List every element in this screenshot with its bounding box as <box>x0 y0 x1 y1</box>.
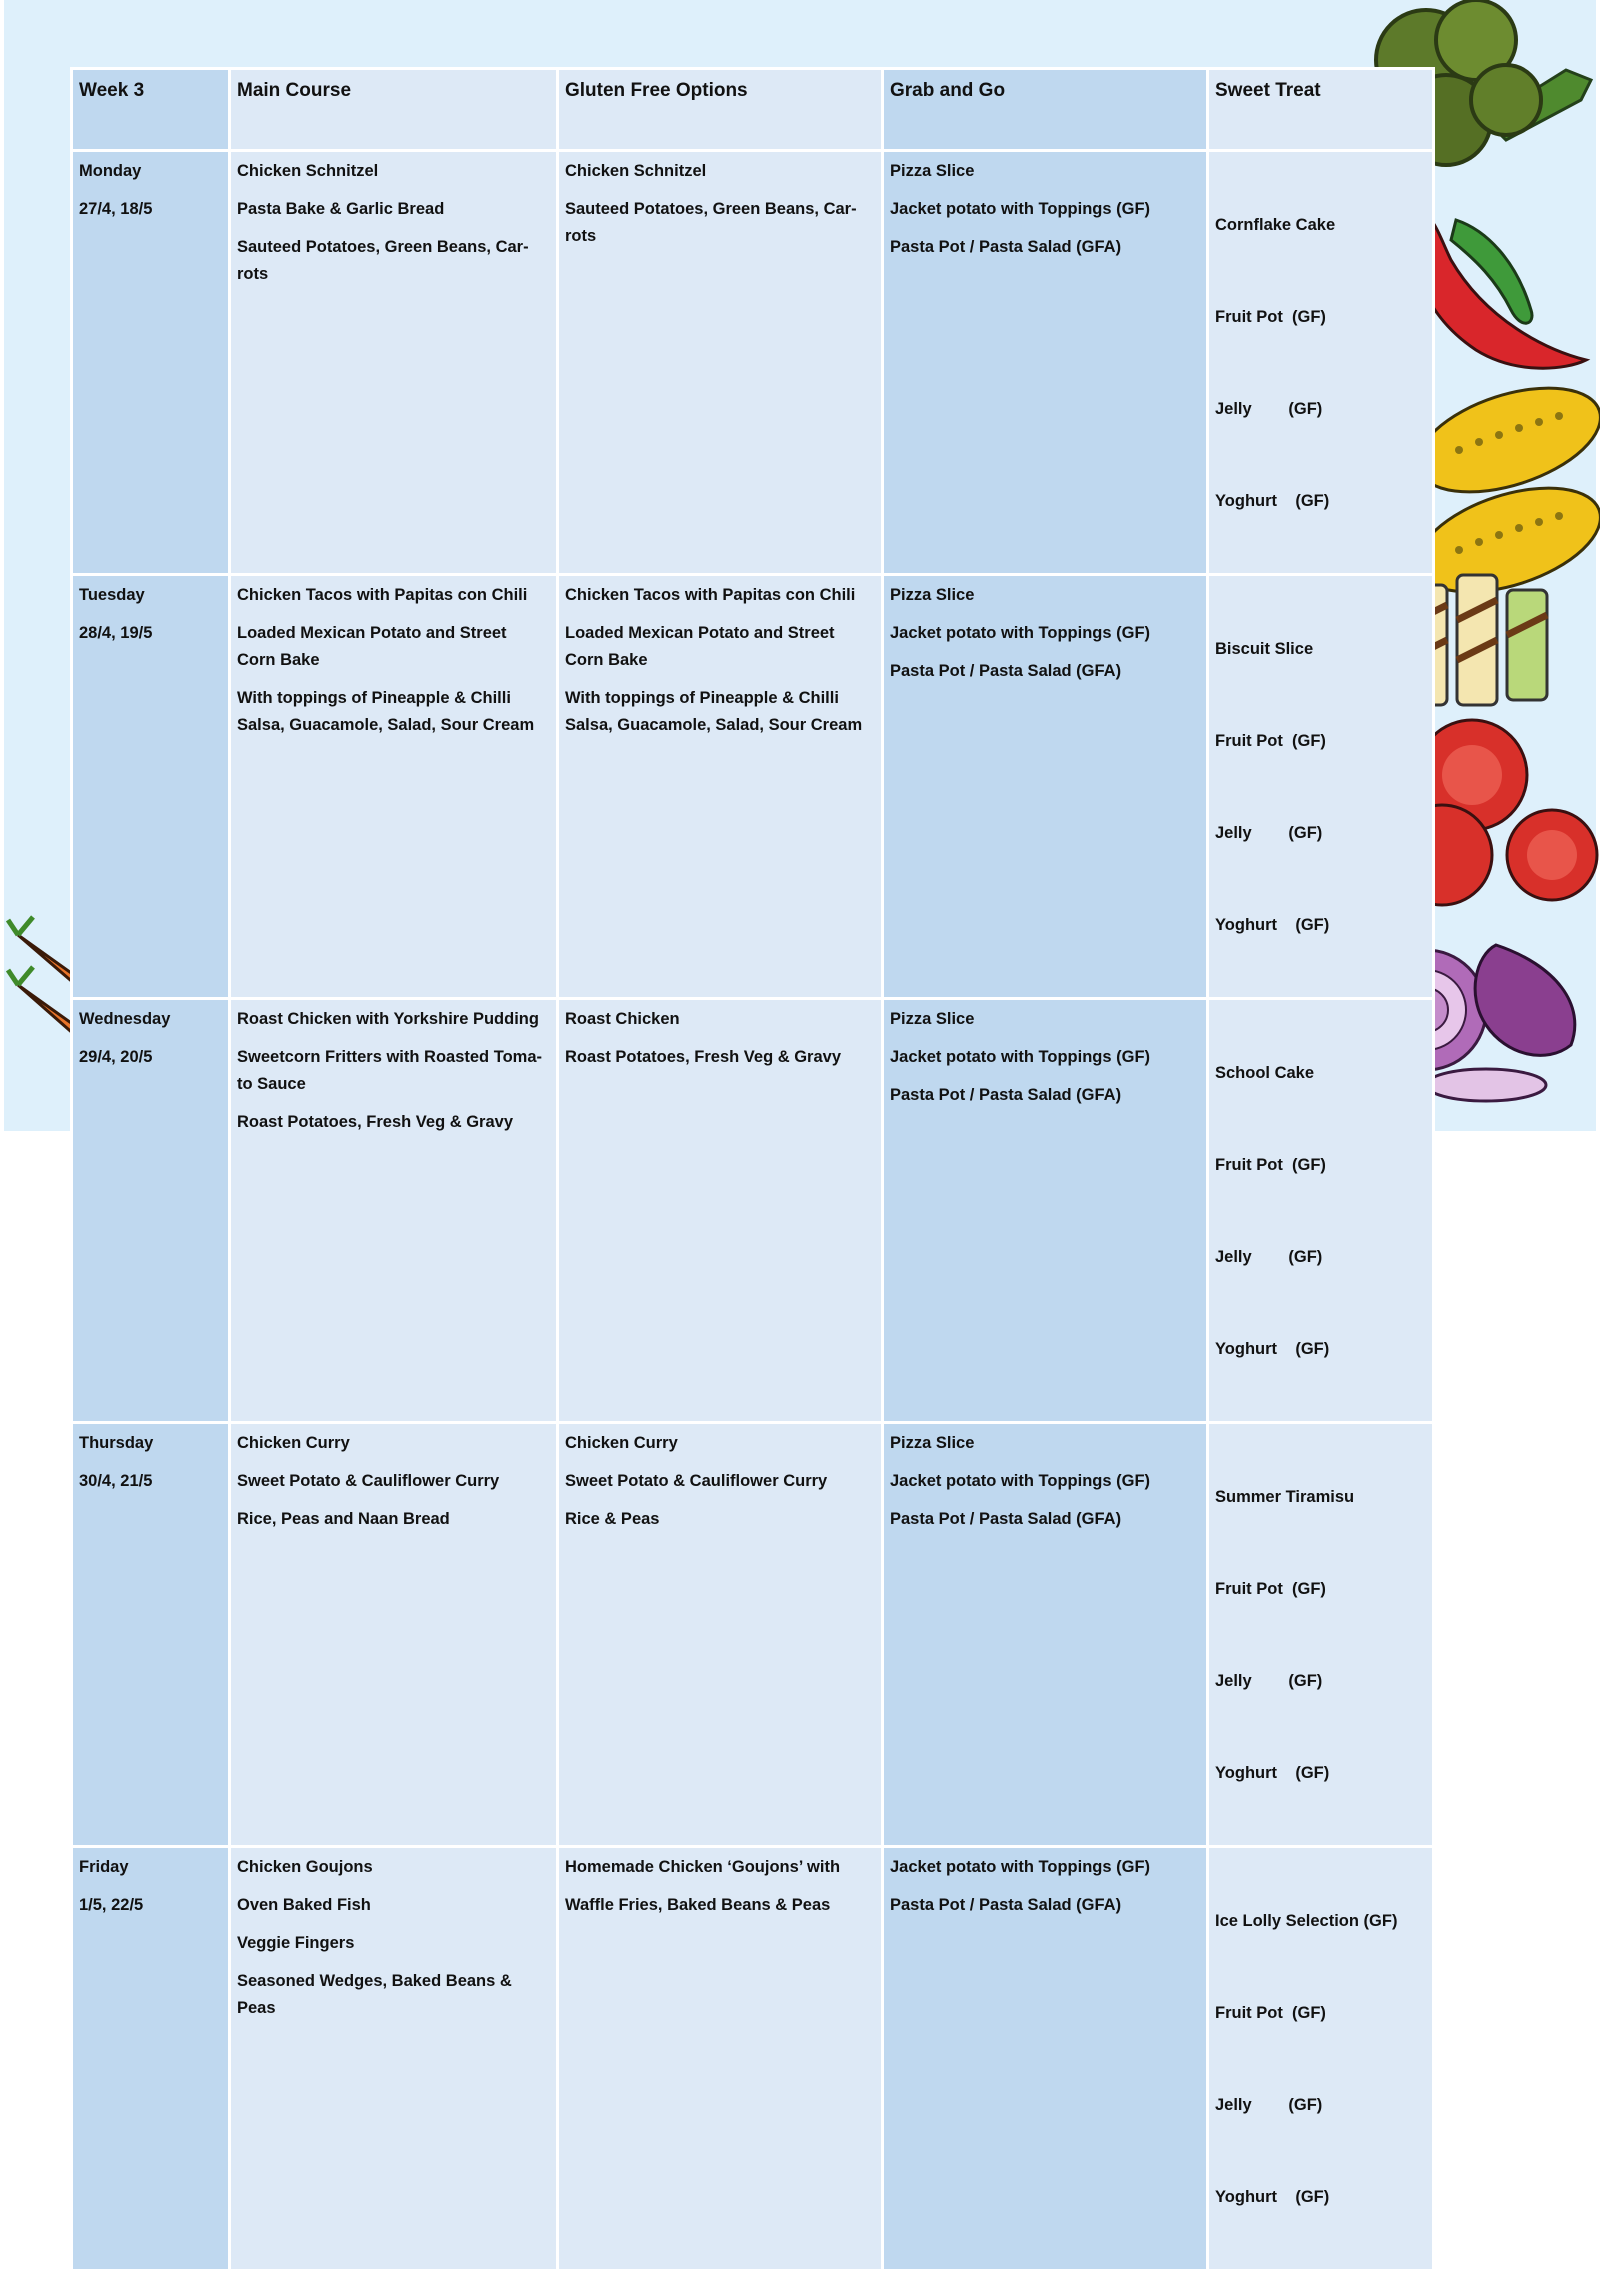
menu-item: Fruit Pot (GF) <box>1215 1156 1326 1174</box>
menu-item: Jelly (GF) <box>1215 2096 1323 2114</box>
menu-item: Fruit Pot (GF) <box>1215 1580 1326 1598</box>
gluten-free-cell <box>558 999 883 1423</box>
menu-item: Seasoned Wedges, Baked Beans & Peas <box>237 1972 512 2017</box>
sweet-treat-cell <box>1208 999 1434 1423</box>
menu-item: With toppings of Pineapple & Chilli Salsa, Guacamole, Salad, Sour Cream <box>565 689 863 734</box>
header-row <box>72 69 1434 151</box>
grab-and-go-cell <box>883 575 1208 999</box>
menu-item: Waffle Fries, Baked Beans & Peas <box>565 1896 831 1914</box>
day-dates: 28/4, 19/5 <box>79 624 153 642</box>
menu-item: Jelly (GF) <box>1215 1248 1323 1266</box>
day-cell <box>72 1847 230 2271</box>
menu-item: Rice, Peas and Naan Bread <box>237 1510 450 1528</box>
menu-item: Roast Chicken <box>565 1010 680 1028</box>
menu-item: Biscuit Slice <box>1215 640 1314 658</box>
menu-item: Chicken Curry <box>565 1434 678 1452</box>
day-dates: 27/4, 18/5 <box>79 200 153 218</box>
menu-item: Pizza Slice <box>890 586 975 604</box>
grab-and-go-cell <box>883 999 1208 1423</box>
menu-item: Pasta Bake & Garlic Bread <box>237 200 445 218</box>
menu-item: Pasta Pot / Pasta Salad (GFA) <box>890 1510 1122 1528</box>
table-row <box>72 1423 1434 1847</box>
table-row <box>72 575 1434 999</box>
day-cell <box>72 1423 230 1847</box>
menu-item: Roast Potatoes, Fresh Veg & Gravy <box>237 1113 514 1131</box>
menu-item: Yoghurt (GF) <box>1215 1764 1330 1782</box>
menu-item: Jacket potato with Toppings (GF) <box>890 200 1151 218</box>
day-name: Thursday <box>79 1434 154 1452</box>
table-row <box>72 1847 1434 2271</box>
menu-item: Chicken Tacos with Papitas con Chili <box>237 586 528 604</box>
menu-item: Yoghurt (GF) <box>1215 2188 1330 2206</box>
grab-and-go-cell <box>883 151 1208 575</box>
menu-item: Yoghurt (GF) <box>1215 492 1330 510</box>
menu-item: Homemade Chicken ‘Goujons’ with <box>565 1858 841 1876</box>
menu-item: Pasta Pot / Pasta Salad (GFA) <box>890 662 1122 680</box>
day-cell <box>72 999 230 1423</box>
menu-item: Sweet Potato & Cauliflower Curry <box>565 1472 828 1490</box>
menu-item: With toppings of Pineapple & Chilli Salsa, Guacamole, Salad, Sour Cream <box>237 689 535 734</box>
menu-item: Jacket potato with Toppings (GF) <box>890 1858 1151 1876</box>
menu-item: Sweetcorn Fritters with Roasted Toma-to Sauce <box>237 1048 542 1093</box>
main-course-cell <box>230 1847 558 2271</box>
menu-item: Sauteed Potatoes, Green Beans, Car-rots <box>565 200 857 245</box>
header-main-course: Main Course <box>230 69 558 151</box>
gluten-free-cell <box>558 151 883 575</box>
menu-item: Cornflake Cake <box>1215 216 1336 234</box>
menu-item: Pizza Slice <box>890 1010 975 1028</box>
menu-item: Oven Baked Fish <box>237 1896 371 1914</box>
grab-and-go-cell <box>883 1423 1208 1847</box>
header-gluten-free: Gluten Free Options <box>558 69 883 151</box>
menu-item: Jacket potato with Toppings (GF) <box>890 1048 1151 1066</box>
menu-item: Sauteed Potatoes, Green Beans, Car-rots <box>237 238 529 283</box>
menu-item: Loaded Mexican Potato and Street Corn Bake <box>237 624 507 669</box>
menu-item: Roast Potatoes, Fresh Veg & Gravy <box>565 1048 842 1066</box>
menu-item: Chicken Schnitzel <box>565 162 707 180</box>
main-course-cell <box>230 999 558 1423</box>
menu-item: Pasta Pot / Pasta Salad (GFA) <box>890 1086 1122 1104</box>
menu-item: Chicken Goujons <box>237 1858 373 1876</box>
table-row <box>72 151 1434 575</box>
menu-item: Pizza Slice <box>890 162 975 180</box>
sweet-treat-cell <box>1208 151 1434 575</box>
menu-item: Fruit Pot (GF) <box>1215 732 1326 750</box>
menu-item: Loaded Mexican Potato and Street Corn Bake <box>565 624 835 669</box>
menu-item: Fruit Pot (GF) <box>1215 308 1326 326</box>
header-week: Week 3 <box>72 69 230 151</box>
main-course-cell <box>230 1423 558 1847</box>
menu-page <box>4 0 1596 2206</box>
menu-item: Chicken Curry <box>237 1434 350 1452</box>
menu-item: Yoghurt (GF) <box>1215 1340 1330 1358</box>
menu-item: Rice & Peas <box>565 1510 660 1528</box>
header-grab-and-go: Grab and Go <box>883 69 1208 151</box>
menu-table <box>70 67 1435 2272</box>
main-course-cell <box>230 151 558 575</box>
menu-item: Jacket potato with Toppings (GF) <box>890 624 1151 642</box>
gluten-free-cell <box>558 1423 883 1847</box>
day-name: Friday <box>79 1858 129 1876</box>
day-name: Tuesday <box>79 586 145 604</box>
menu-item: Yoghurt (GF) <box>1215 916 1330 934</box>
menu-item: Jacket potato with Toppings (GF) <box>890 1472 1151 1490</box>
menu-item: Fruit Pot (GF) <box>1215 2004 1326 2022</box>
menu-item: Veggie Fingers <box>237 1934 355 1952</box>
menu-item: Jelly (GF) <box>1215 824 1323 842</box>
header-sweet-treat: Sweet Treat <box>1208 69 1434 151</box>
main-course-cell <box>230 575 558 999</box>
day-cell <box>72 151 230 575</box>
gluten-free-cell <box>558 575 883 999</box>
menu-item: Roast Chicken with Yorkshire Pudding <box>237 1010 539 1028</box>
table-row <box>72 999 1434 1423</box>
sweet-treat-cell <box>1208 575 1434 999</box>
menu-item: Jelly (GF) <box>1215 1672 1323 1690</box>
menu-item: School Cake <box>1215 1064 1315 1082</box>
menu-item: Ice Lolly Selection (GF) <box>1215 1912 1398 1930</box>
menu-item: Pasta Pot / Pasta Salad (GFA) <box>890 1896 1122 1914</box>
menu-item: Sweet Potato & Cauliflower Curry <box>237 1472 500 1490</box>
menu-item: Chicken Tacos with Papitas con Chili <box>565 586 856 604</box>
grab-and-go-cell <box>883 1847 1208 2271</box>
menu-item: Summer Tiramisu <box>1215 1488 1355 1506</box>
day-dates: 30/4, 21/5 <box>79 1472 153 1490</box>
menu-item: Pizza Slice <box>890 1434 975 1452</box>
day-name: Monday <box>79 162 142 180</box>
day-dates: 1/5, 22/5 <box>79 1896 144 1914</box>
gluten-free-cell <box>558 1847 883 2271</box>
day-dates: 29/4, 20/5 <box>79 1048 153 1066</box>
sweet-treat-cell <box>1208 1847 1434 2271</box>
day-cell <box>72 575 230 999</box>
sweet-treat-cell <box>1208 1423 1434 1847</box>
day-name: Wednesday <box>79 1010 171 1028</box>
menu-item: Chicken Schnitzel <box>237 162 379 180</box>
menu-item: Pasta Pot / Pasta Salad (GFA) <box>890 238 1122 256</box>
menu-item: Jelly (GF) <box>1215 400 1323 418</box>
